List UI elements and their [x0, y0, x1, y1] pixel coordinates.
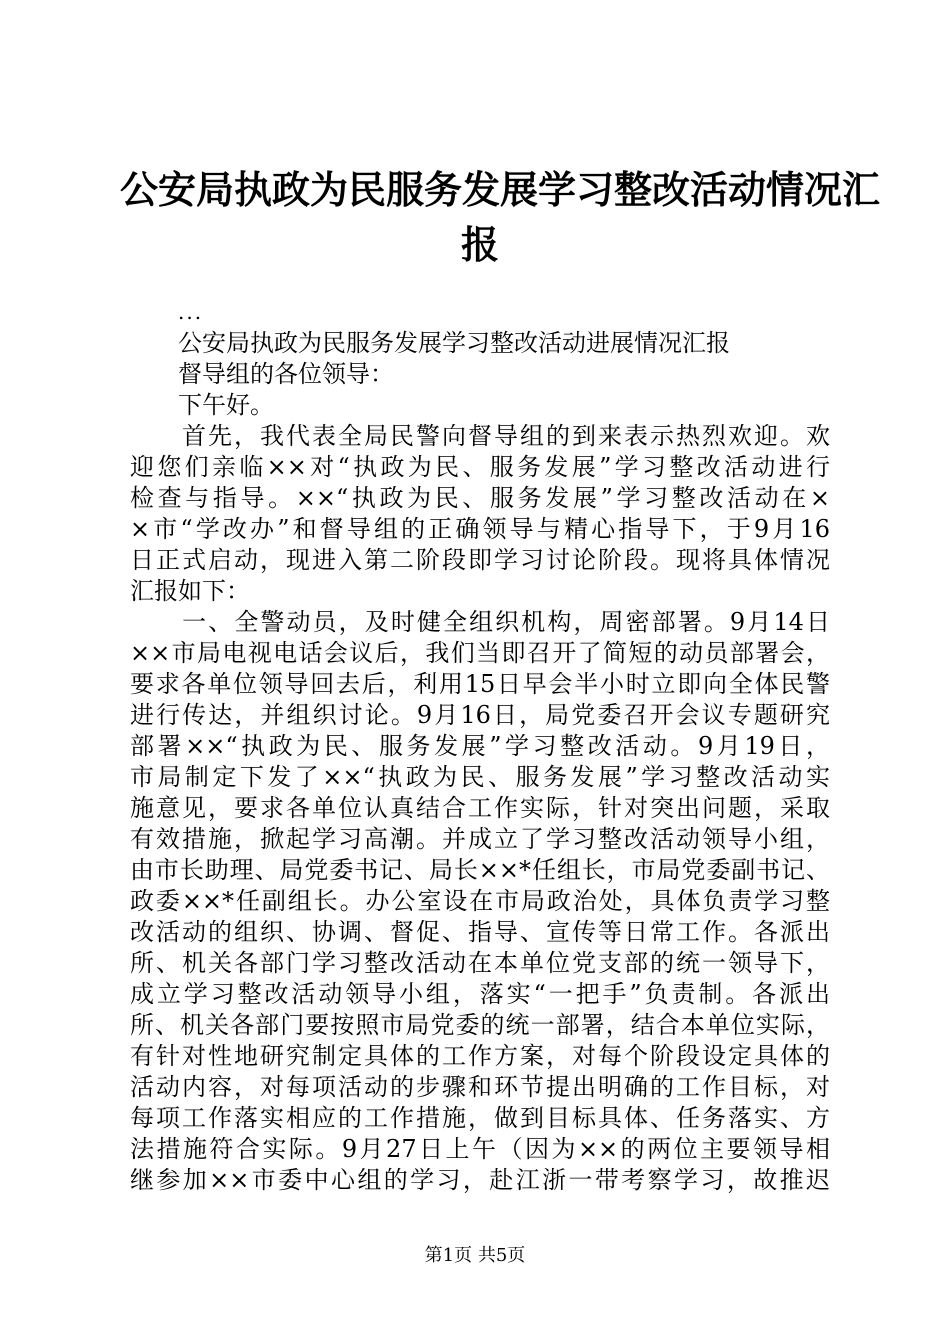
body-line: 所、机关各部门要按照市局党委的统一部署，结合本单位实际，	[130, 1011, 830, 1039]
body-line: 迎您们亲临××对“执政为民、服务发展”学习整改活动进行	[130, 453, 830, 481]
body-line: 市局制定下发了××“执政为民、服务发展”学习整改活动实	[130, 763, 830, 791]
document-title-line-1: 公安局执政为民服务发展学习整改活动情况汇	[120, 167, 881, 212]
body-line: 继参加××市委中心组的学习，赴江浙一带考察学习，故推迟	[130, 1166, 830, 1194]
greeting-line: 下午好。	[130, 391, 274, 419]
document-title-line-2: 报	[460, 222, 499, 267]
body-line: 检查与指导。××“执政为民、服务发展”学习整改活动在×	[130, 484, 830, 512]
body-line: 汇报如下：	[130, 577, 250, 605]
body-line: 法措施符合实际。9月27日上午（因为××的两位主要领导相	[130, 1135, 830, 1163]
body-line: 日正式启动，现进入第二阶段即学习讨论阶段。现将具体情况	[130, 546, 830, 574]
body-line: 每项工作落实相应的工作措施，做到目标具体、任务落实、方	[130, 1104, 830, 1132]
body-line: 一、全警动员，及时健全组织机构，周密部署。9月14日	[130, 608, 830, 636]
document-body	[130, 328, 830, 1196]
body-line: 改活动的组织、协调、督促、指导、宣传等日常工作。各派出	[130, 918, 830, 946]
body-line: 有针对性地研究制定具体的工作方案，对每个阶段设定具体的	[130, 1042, 830, 1070]
salutation-line: 督导组的各位领导：	[130, 360, 394, 388]
body-line: 要求各单位领导回去后，利用15日早会半小时立即向全体民警	[130, 670, 830, 698]
body-line: 由市长助理、局党委书记、局长××*任组长，市局党委副书记、	[130, 856, 830, 884]
body-line: 首先，我代表全局民警向督导组的到来表示热烈欢迎。欢	[130, 422, 830, 450]
body-line: 所、机关各部门学习整改活动在本单位党支部的统一领导下，	[130, 949, 830, 977]
body-line: ×市“学改办”和督导组的正确领导与精心指导下，于9月16	[130, 515, 830, 543]
body-line: 政委××*任副组长。办公室设在市局政治处，具体负责学习整	[130, 887, 830, 915]
body-line: 成立学习整改活动领导小组，落实“一把手”负责制。各派出	[130, 980, 830, 1008]
body-line: 活动内容，对每项活动的步骤和环节提出明确的工作目标，对	[130, 1073, 830, 1101]
body-line: 施意见，要求各单位认真结合工作实际，针对突出问题，采取	[130, 794, 830, 822]
body-line: ××市局电视电话会议后，我们当即召开了简短的动员部署会，	[130, 639, 830, 667]
subtitle-line: 公安局执政为民服务发展学习整改活动进展情况汇报	[130, 329, 730, 357]
ellipsis-marker: ...	[178, 300, 204, 324]
body-line: 有效措施，掀起学习高潮。并成立了学习整改活动领导小组，	[130, 825, 830, 853]
body-line: 部署××“执政为民、服务发展”学习整改活动。9月19日，	[130, 732, 830, 760]
body-line: 进行传达，并组织讨论。9月16日，局党委召开会议专题研究	[130, 701, 830, 729]
page-footer: 第1页 共5页	[424, 1245, 526, 1266]
